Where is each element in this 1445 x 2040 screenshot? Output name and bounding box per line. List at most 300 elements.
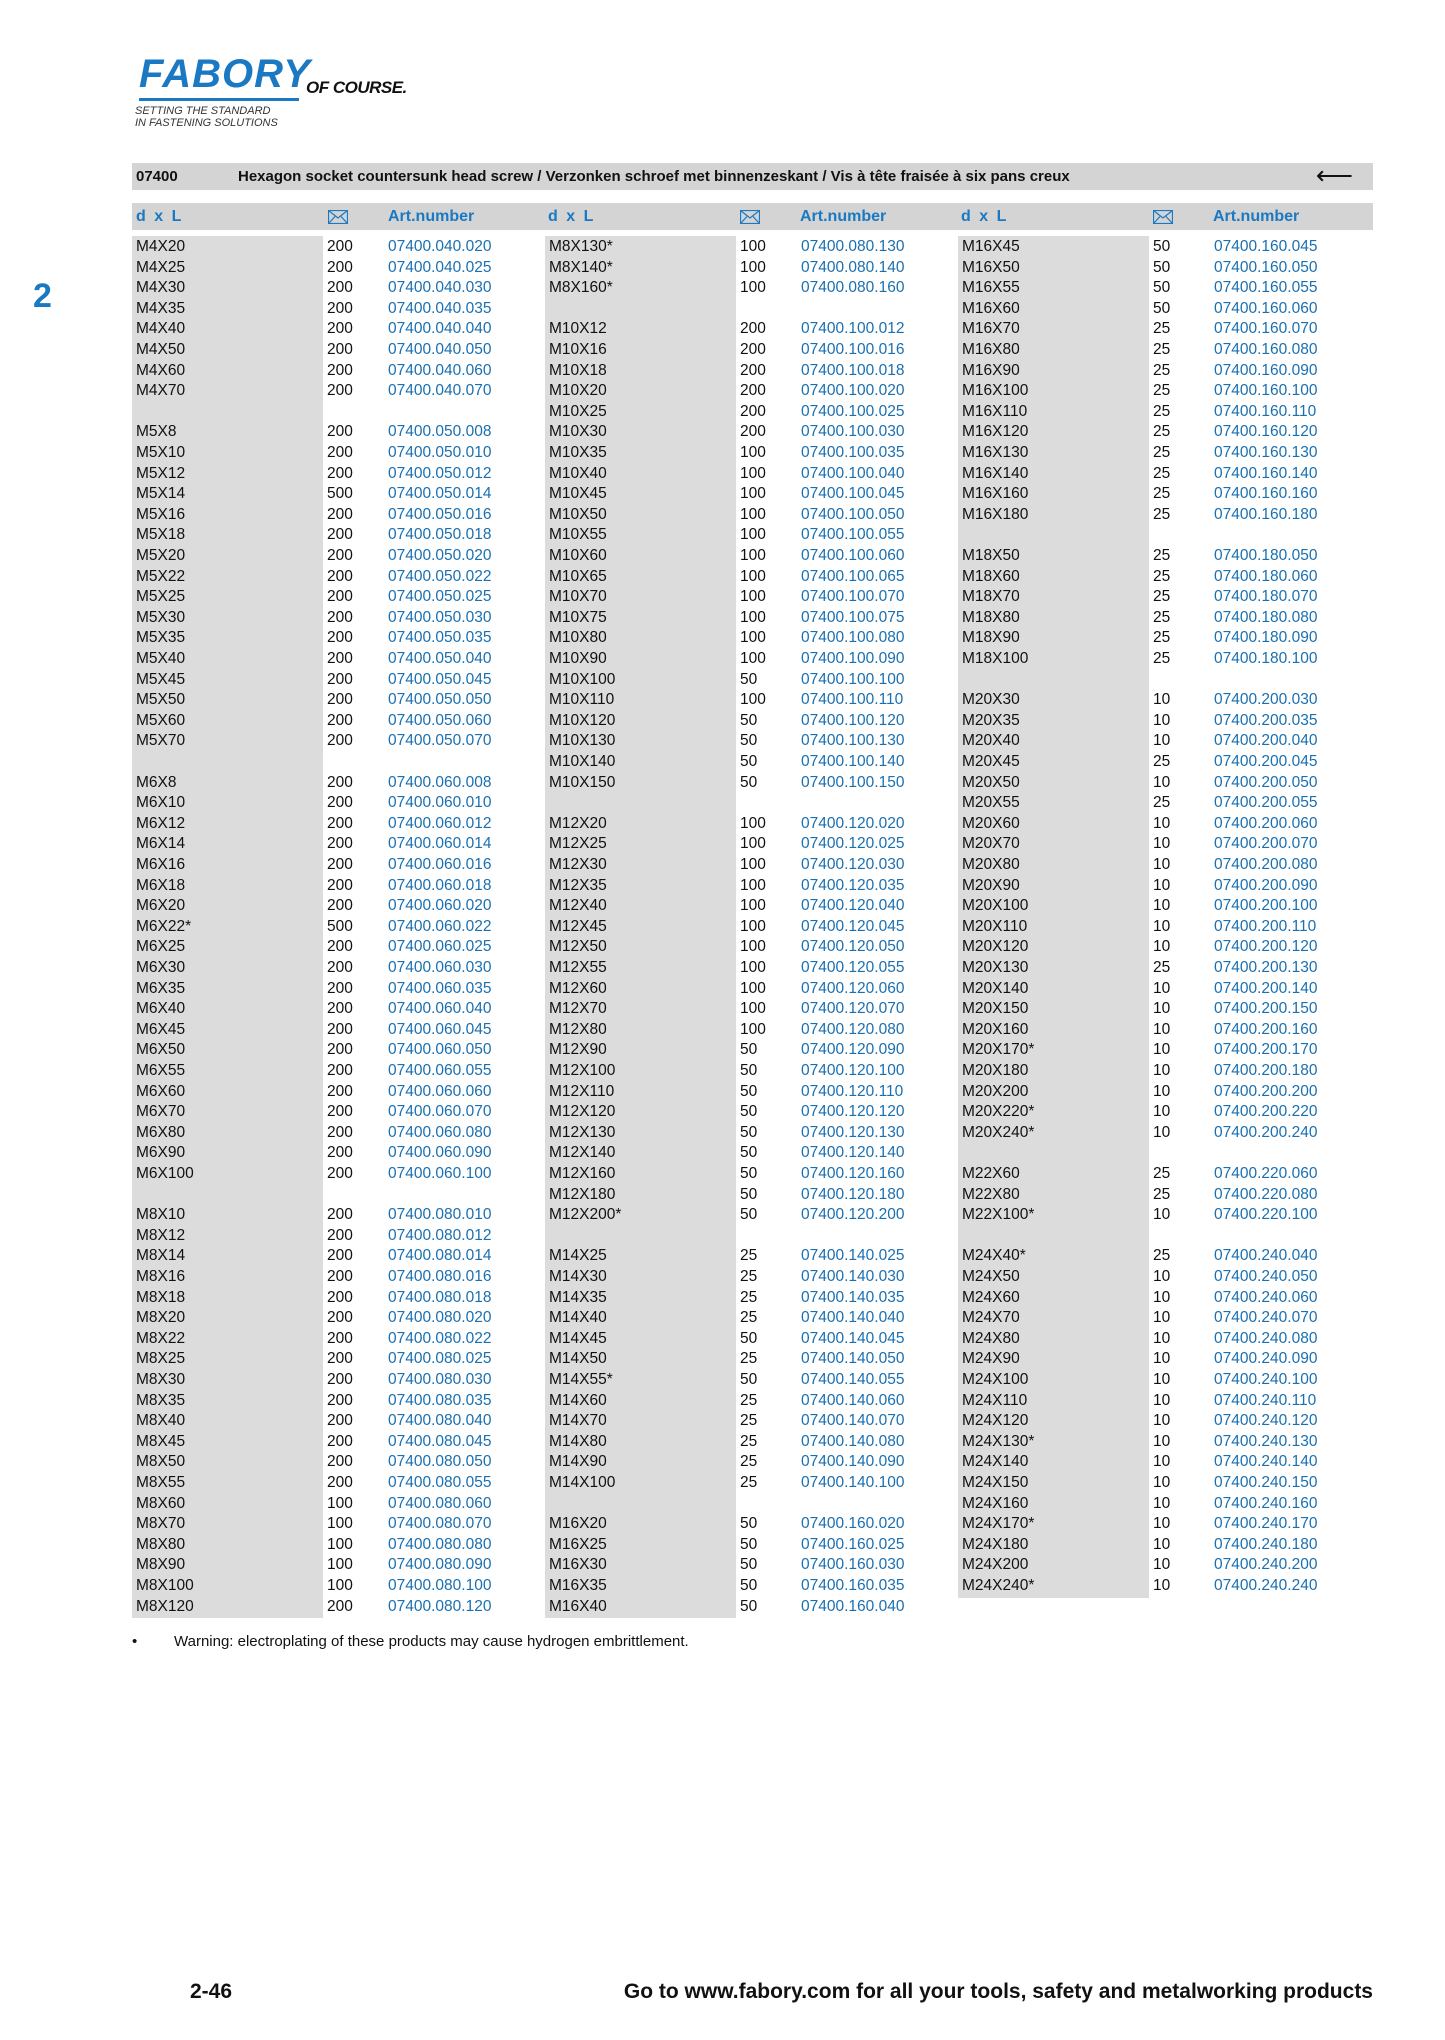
art-number-link[interactable]: 07400.040.035 xyxy=(388,299,492,317)
size-cell: M12X55 xyxy=(549,959,607,976)
art-number-link[interactable]: 07400.120.030 xyxy=(801,856,905,873)
art-number-link[interactable]: 07400.100.100 xyxy=(801,670,905,688)
brand-name: FABORY xyxy=(139,52,311,96)
quantity-cell: 50 xyxy=(740,1329,758,1347)
art-number-link[interactable]: 07400.140.050 xyxy=(801,1350,905,1368)
table-row xyxy=(545,895,955,916)
art-number-link[interactable]: 07400.060.100 xyxy=(388,1165,492,1182)
art-number-link[interactable]: 07400.050.040 xyxy=(388,650,492,667)
size-cell: M4X30 xyxy=(136,279,186,297)
art-number-link[interactable]: 07400.060.022 xyxy=(388,917,492,935)
art-number-link[interactable]: 07400.200.100 xyxy=(1214,897,1318,915)
art-number-link[interactable]: 07400.120.035 xyxy=(801,876,905,894)
table-row xyxy=(545,1204,955,1225)
art-number-link[interactable]: 07400.220.060 xyxy=(1214,1165,1318,1182)
quantity-cell: 200 xyxy=(327,547,353,564)
size-cell: M5X8 xyxy=(136,423,177,441)
size-cell: M6X40 xyxy=(136,1000,186,1018)
quantity-cell: 25 xyxy=(740,1309,758,1327)
art-number-link[interactable]: 07400.050.070 xyxy=(388,732,492,750)
art-number-link[interactable]: 07400.220.100 xyxy=(1214,1206,1318,1224)
art-number-link[interactable]: 07400.140.035 xyxy=(801,1288,905,1306)
table-row xyxy=(545,1039,955,1060)
table-row xyxy=(132,236,542,257)
size-cell: M20X110 xyxy=(962,917,1028,935)
art-number-link[interactable]: 07400.180.080 xyxy=(1214,608,1318,626)
art-number-link[interactable]: 07400.060.090 xyxy=(388,1144,492,1162)
table-row xyxy=(545,524,955,545)
art-number-link[interactable]: 07400.120.025 xyxy=(801,835,905,853)
art-number-link[interactable]: 07400.200.070 xyxy=(1214,835,1318,853)
art-number-link[interactable]: 07400.200.050 xyxy=(1214,773,1318,791)
envelope-icon xyxy=(1153,210,1173,224)
art-number-link[interactable]: 07400.200.220 xyxy=(1214,1103,1318,1121)
art-number-link[interactable]: 07400.200.090 xyxy=(1214,876,1318,894)
art-number-link[interactable]: 07400.080.070 xyxy=(388,1515,492,1533)
art-number-link[interactable]: 07400.200.120 xyxy=(1214,938,1318,956)
art-number-link[interactable]: 07400.200.150 xyxy=(1214,1000,1318,1018)
art-number-link[interactable]: 07400.120.020 xyxy=(801,814,905,832)
art-number-link[interactable]: 07400.060.025 xyxy=(388,938,492,956)
art-number-link[interactable]: 07400.240.060 xyxy=(1214,1288,1318,1306)
art-number-link[interactable]: 07400.120.080 xyxy=(801,1020,905,1038)
size-cell: M16X120 xyxy=(962,423,1029,441)
size-cell: M16X20 xyxy=(549,1515,607,1533)
art-number-link[interactable]: 07400.240.170 xyxy=(1214,1515,1318,1533)
quantity-cell: 100 xyxy=(327,1494,353,1512)
size-cell: M8X22 xyxy=(136,1329,186,1347)
art-number-link[interactable]: 07400.200.045 xyxy=(1214,753,1318,770)
art-number-link[interactable]: 07400.060.012 xyxy=(388,814,492,832)
art-number-link[interactable]: 07400.080.014 xyxy=(388,1247,492,1265)
table-row xyxy=(132,710,542,731)
quantity-cell: 200 xyxy=(327,979,353,997)
art-number-link[interactable]: 07400.040.040 xyxy=(388,320,492,338)
size-cell: M8X45 xyxy=(136,1432,186,1450)
art-number-link[interactable]: 07400.120.120 xyxy=(801,1103,905,1121)
art-number-link[interactable]: 07400.160.180 xyxy=(1214,505,1318,523)
art-number-link[interactable]: 07400.060.055 xyxy=(388,1062,492,1079)
table-row xyxy=(958,957,1368,978)
art-number-link[interactable]: 07400.100.090 xyxy=(801,650,905,667)
quantity-cell: 200 xyxy=(327,567,353,585)
table-row xyxy=(132,339,542,360)
art-number-link[interactable]: 07400.140.060 xyxy=(801,1391,905,1409)
art-number-link[interactable]: 07400.100.030 xyxy=(801,423,905,441)
art-number-link[interactable]: 07400.060.020 xyxy=(388,897,492,915)
art-number-link[interactable]: 07400.240.050 xyxy=(1214,1268,1318,1285)
art-number-link[interactable]: 07400.160.025 xyxy=(801,1535,905,1553)
art-number-link[interactable]: 07400.240.140 xyxy=(1214,1453,1318,1471)
art-number-link[interactable]: 07400.060.080 xyxy=(388,1123,492,1141)
art-number-link[interactable]: 07400.080.020 xyxy=(388,1309,492,1327)
art-number-link[interactable]: 07400.120.180 xyxy=(801,1185,905,1203)
art-number-link[interactable]: 07400.160.140 xyxy=(1214,464,1318,482)
art-number-link[interactable]: 07400.200.030 xyxy=(1214,691,1318,709)
art-number-link[interactable]: 07400.080.025 xyxy=(388,1350,492,1368)
art-number-link[interactable]: 07400.160.120 xyxy=(1214,423,1318,441)
size-cell: M6X8 xyxy=(136,773,177,791)
table-row xyxy=(132,772,542,793)
art-number-link[interactable]: 07400.240.100 xyxy=(1214,1371,1318,1388)
art-number-link[interactable]: 07400.140.090 xyxy=(801,1453,905,1471)
table-row xyxy=(545,1019,955,1040)
quantity-cell: 10 xyxy=(1153,1020,1171,1038)
art-number-link[interactable]: 07400.120.090 xyxy=(801,1041,905,1059)
art-number-link[interactable]: 07400.200.140 xyxy=(1214,979,1318,997)
art-number-link[interactable]: 07400.160.030 xyxy=(801,1556,905,1574)
size-cell: M16X90 xyxy=(962,361,1020,379)
quantity-cell: 200 xyxy=(327,794,353,812)
art-number-link[interactable]: 07400.060.018 xyxy=(388,876,492,894)
art-number-link[interactable]: 07400.080.012 xyxy=(388,1226,492,1244)
table-row xyxy=(545,483,955,504)
size-cell: M20X40 xyxy=(962,732,1020,750)
size-cell: M8X70 xyxy=(136,1515,186,1533)
art-number-link[interactable]: 07400.080.050 xyxy=(388,1453,492,1471)
art-number-link[interactable]: 07400.100.025 xyxy=(801,402,905,420)
art-number-link[interactable]: 07400.080.055 xyxy=(388,1474,492,1491)
quantity-cell: 10 xyxy=(1153,1000,1171,1018)
table-row xyxy=(958,1328,1368,1349)
art-number-link[interactable]: 07400.050.025 xyxy=(388,588,492,606)
art-number-link[interactable]: 07400.100.035 xyxy=(801,444,905,461)
art-number-link[interactable]: 07400.240.150 xyxy=(1214,1474,1318,1491)
art-number-link[interactable]: 07400.200.200 xyxy=(1214,1082,1318,1100)
art-number-link[interactable]: 07400.100.020 xyxy=(801,382,905,400)
table-row xyxy=(132,360,542,381)
art-number-link[interactable]: 07400.060.016 xyxy=(388,856,492,873)
art-number-link[interactable]: 07400.200.035 xyxy=(1214,711,1318,729)
art-number-link[interactable]: 07400.050.010 xyxy=(388,444,492,461)
art-number-link[interactable]: 07400.160.040 xyxy=(801,1597,905,1615)
art-number-link[interactable]: 07400.040.050 xyxy=(388,341,492,358)
art-number-link[interactable]: 07400.180.100 xyxy=(1214,650,1318,667)
art-number-link[interactable]: 07400.100.060 xyxy=(801,547,905,564)
art-number-link[interactable]: 07400.240.200 xyxy=(1214,1556,1318,1574)
art-number-link[interactable]: 07400.100.040 xyxy=(801,464,905,482)
art-number-link[interactable]: 07400.100.075 xyxy=(801,608,905,626)
quantity-cell: 10 xyxy=(1153,1350,1171,1368)
size-cell: M10X12 xyxy=(549,320,607,338)
art-number-link[interactable]: 07400.100.080 xyxy=(801,629,905,647)
table-row xyxy=(958,710,1368,731)
size-cell: M14X70 xyxy=(549,1412,607,1430)
art-number-link[interactable]: 07400.120.040 xyxy=(801,897,905,915)
art-number-link[interactable]: 07400.200.130 xyxy=(1214,959,1318,976)
art-number-link[interactable]: 07400.050.050 xyxy=(388,691,492,709)
art-number-link[interactable]: 07400.100.150 xyxy=(801,773,905,791)
table-row xyxy=(958,545,1368,566)
back-arrow-icon[interactable]: ⟵ xyxy=(1315,160,1353,190)
size-cell: M6X60 xyxy=(136,1082,186,1100)
art-number-link[interactable]: 07400.100.016 xyxy=(801,341,905,358)
table-row xyxy=(545,957,955,978)
table-row xyxy=(958,360,1368,381)
art-number-link[interactable]: 07400.050.035 xyxy=(388,629,492,647)
quantity-cell: 100 xyxy=(740,650,766,667)
art-number-link[interactable]: 07400.050.045 xyxy=(388,670,492,688)
art-number-link[interactable]: 07400.100.045 xyxy=(801,485,905,503)
art-number-link[interactable]: 07400.140.055 xyxy=(801,1371,905,1388)
art-number-link[interactable]: 07400.080.018 xyxy=(388,1288,492,1306)
art-number-link[interactable]: 07400.140.080 xyxy=(801,1432,905,1450)
art-number-link[interactable]: 07400.120.140 xyxy=(801,1144,905,1162)
table-row xyxy=(545,936,955,957)
quantity-cell: 25 xyxy=(1153,1185,1171,1203)
art-number-link[interactable]: 07400.080.160 xyxy=(801,279,905,297)
size-cell: M24X160 xyxy=(962,1494,1029,1512)
art-number-link[interactable]: 07400.050.008 xyxy=(388,423,492,441)
size-cell: M20X170* xyxy=(962,1041,1035,1059)
art-number-link[interactable]: 07400.040.025 xyxy=(388,258,492,276)
art-number-link[interactable]: 07400.040.060 xyxy=(388,361,492,379)
art-number-link[interactable]: 07400.120.055 xyxy=(801,959,905,976)
art-number-link[interactable]: 07400.080.090 xyxy=(388,1556,492,1574)
art-number-link[interactable]: 07400.060.050 xyxy=(388,1041,492,1059)
size-cell: M16X70 xyxy=(962,320,1020,338)
size-cell: M24X110 xyxy=(962,1391,1028,1409)
art-number-link[interactable]: 07400.050.020 xyxy=(388,547,492,564)
table-row xyxy=(132,854,542,875)
quantity-cell: 200 xyxy=(327,1226,353,1244)
quantity-cell: 10 xyxy=(1153,1062,1171,1079)
size-cell: M5X20 xyxy=(136,547,186,564)
art-number-link[interactable]: 07400.060.040 xyxy=(388,1000,492,1018)
art-number-link[interactable]: 07400.060.060 xyxy=(388,1082,492,1100)
quantity-cell: 50 xyxy=(740,1103,758,1121)
art-number-link[interactable]: 07400.040.020 xyxy=(388,238,492,255)
art-number-link[interactable]: 07400.080.016 xyxy=(388,1268,492,1285)
art-number-link[interactable]: 07400.120.110 xyxy=(801,1082,904,1100)
art-number-link[interactable]: 07400.080.080 xyxy=(388,1535,492,1553)
art-number-link[interactable]: 07400.100.018 xyxy=(801,361,905,379)
size-cell: M6X22* xyxy=(136,917,192,935)
table-row xyxy=(958,1534,1368,1555)
table-row xyxy=(132,463,542,484)
quantity-cell: 200 xyxy=(327,1453,353,1471)
art-number-link[interactable]: 07400.180.060 xyxy=(1214,567,1318,585)
table-row xyxy=(958,380,1368,401)
art-number-link[interactable]: 07400.060.008 xyxy=(388,773,492,791)
art-number-link[interactable]: 07400.120.100 xyxy=(801,1062,905,1079)
art-number-link[interactable]: 07400.120.130 xyxy=(801,1123,905,1141)
size-cell: M20X130 xyxy=(962,959,1029,976)
art-number-link[interactable]: 07400.200.055 xyxy=(1214,794,1318,812)
size-cell: M10X65 xyxy=(549,567,607,585)
art-number-link[interactable]: 07400.080.100 xyxy=(388,1577,492,1594)
size-cell: M6X18 xyxy=(136,876,186,894)
art-number-link[interactable]: 07400.080.130 xyxy=(801,238,905,255)
art-number-link[interactable]: 07400.100.110 xyxy=(801,691,904,709)
art-number-link[interactable]: 07400.160.035 xyxy=(801,1577,905,1594)
table-row xyxy=(958,772,1368,793)
quantity-cell: 100 xyxy=(740,979,766,997)
art-number-link[interactable]: 07400.180.090 xyxy=(1214,629,1318,647)
art-number-link[interactable]: 07400.140.070 xyxy=(801,1412,905,1430)
size-cell: M14X45 xyxy=(549,1329,607,1347)
quantity-cell: 200 xyxy=(327,320,353,338)
art-number-link[interactable]: 07400.050.060 xyxy=(388,711,492,729)
art-number-link[interactable]: 07400.160.060 xyxy=(1214,299,1318,317)
size-cell: M10X40 xyxy=(549,464,607,482)
art-number-link[interactable]: 07400.060.014 xyxy=(388,835,492,853)
quantity-cell: 100 xyxy=(740,876,766,894)
art-number-link[interactable]: 07400.100.120 xyxy=(801,711,905,729)
table-row xyxy=(545,751,955,772)
art-number-link[interactable]: 07400.160.100 xyxy=(1214,382,1318,400)
art-number-link[interactable]: 07400.140.045 xyxy=(801,1329,905,1347)
size-cell: M8X40 xyxy=(136,1412,186,1430)
art-number-link[interactable]: 07400.200.180 xyxy=(1214,1062,1318,1079)
table-row xyxy=(545,360,955,381)
size-cell: M10X75 xyxy=(549,608,607,626)
art-number-link[interactable]: 07400.100.130 xyxy=(801,732,905,750)
table-row xyxy=(545,813,955,834)
art-number-link[interactable]: 07400.080.060 xyxy=(388,1494,492,1512)
quantity-cell: 200 xyxy=(327,1123,353,1141)
art-number-link[interactable]: 07400.240.130 xyxy=(1214,1432,1318,1450)
art-number-link[interactable]: 07400.100.055 xyxy=(801,526,905,544)
quantity-cell: 200 xyxy=(327,1041,353,1059)
art-number-link[interactable]: 07400.080.030 xyxy=(388,1371,492,1388)
size-cell: M10X20 xyxy=(549,382,607,400)
quantity-cell: 100 xyxy=(740,1020,766,1038)
art-number-link[interactable]: 07400.240.070 xyxy=(1214,1309,1318,1327)
art-number-link[interactable]: 07400.050.018 xyxy=(388,526,492,544)
art-number-link[interactable]: 07400.140.100 xyxy=(801,1474,905,1491)
table-row xyxy=(958,1266,1368,1287)
size-cell: M5X70 xyxy=(136,732,186,750)
art-number-link[interactable]: 07400.120.050 xyxy=(801,938,905,956)
art-number-link[interactable]: 07400.200.160 xyxy=(1214,1020,1318,1038)
art-number-link[interactable]: 07400.100.140 xyxy=(801,753,905,770)
art-number-link[interactable]: 07400.180.070 xyxy=(1214,588,1318,606)
art-number-link[interactable]: 07400.240.040 xyxy=(1214,1247,1318,1265)
size-cell: M20X90 xyxy=(962,876,1020,894)
quantity-cell: 25 xyxy=(1153,402,1171,420)
header-dxl: d x L xyxy=(961,208,1009,225)
art-number-link[interactable]: 07400.080.120 xyxy=(388,1597,492,1615)
art-number-link[interactable]: 07400.160.045 xyxy=(1214,238,1318,255)
art-number-link[interactable]: 07400.080.045 xyxy=(388,1432,492,1450)
art-number-link[interactable]: 07400.060.070 xyxy=(388,1103,492,1121)
art-number-link[interactable]: 07400.200.060 xyxy=(1214,814,1318,832)
art-number-link[interactable]: 07400.200.240 xyxy=(1214,1123,1318,1141)
art-number-link[interactable]: 07400.200.170 xyxy=(1214,1041,1318,1059)
art-number-link[interactable]: 07400.220.080 xyxy=(1214,1185,1318,1203)
art-number-link[interactable]: 07400.080.010 xyxy=(388,1206,492,1224)
art-number-link[interactable]: 07400.240.160 xyxy=(1214,1494,1318,1512)
art-number-link[interactable]: 07400.050.022 xyxy=(388,567,492,585)
logo-underline xyxy=(139,98,299,101)
art-number-link[interactable]: 07400.080.140 xyxy=(801,258,905,276)
art-number-link[interactable]: 07400.160.110 xyxy=(1214,402,1317,420)
art-number-link[interactable]: 07400.160.080 xyxy=(1214,341,1318,358)
art-number-link[interactable]: 07400.160.160 xyxy=(1214,485,1318,503)
art-number-link[interactable]: 07400.240.090 xyxy=(1214,1350,1318,1368)
size-cell: M8X35 xyxy=(136,1391,186,1409)
art-number-link[interactable]: 07400.240.110 xyxy=(1214,1391,1317,1409)
size-cell: M4X60 xyxy=(136,361,186,379)
table-row xyxy=(958,339,1368,360)
quantity-cell: 25 xyxy=(1153,608,1171,626)
size-cell: M10X30 xyxy=(549,423,607,441)
size-cell: M8X120 xyxy=(136,1597,194,1615)
art-number-link[interactable]: 07400.240.180 xyxy=(1214,1535,1318,1553)
art-number-link[interactable]: 07400.100.065 xyxy=(801,567,905,585)
quantity-cell: 100 xyxy=(327,1515,353,1533)
table-row xyxy=(958,1410,1368,1431)
art-number-link[interactable]: 07400.050.016 xyxy=(388,505,492,523)
art-number-link[interactable]: 07400.060.045 xyxy=(388,1020,492,1038)
art-number-link[interactable]: 07400.080.040 xyxy=(388,1412,492,1430)
art-number-link[interactable]: 07400.100.050 xyxy=(801,505,905,523)
art-number-link[interactable]: 07400.080.022 xyxy=(388,1329,492,1347)
quantity-cell: 25 xyxy=(740,1412,758,1430)
art-number-link[interactable]: 07400.240.080 xyxy=(1214,1329,1318,1347)
art-number-link[interactable]: 07400.060.030 xyxy=(388,959,492,976)
envelope-icon xyxy=(328,210,348,224)
size-cell: M14X80 xyxy=(549,1432,607,1450)
art-number-link[interactable]: 07400.200.110 xyxy=(1214,917,1317,935)
art-number-link[interactable]: 07400.040.070 xyxy=(388,382,492,400)
art-number-link[interactable]: 07400.160.070 xyxy=(1214,320,1318,338)
art-number-link[interactable]: 07400.060.035 xyxy=(388,979,492,997)
art-number-link[interactable]: 07400.060.010 xyxy=(388,794,492,812)
art-number-link[interactable]: 07400.140.030 xyxy=(801,1268,905,1285)
art-number-link[interactable]: 07400.120.200 xyxy=(801,1206,905,1224)
table-row xyxy=(132,689,542,710)
art-number-link[interactable]: 07400.200.080 xyxy=(1214,856,1318,873)
art-number-link[interactable]: 07400.050.014 xyxy=(388,485,492,503)
size-cell: M8X90 xyxy=(136,1556,186,1574)
art-number-link[interactable]: 07400.120.060 xyxy=(801,979,905,997)
art-number-link[interactable]: 07400.160.050 xyxy=(1214,258,1318,276)
size-cell: M12X130 xyxy=(549,1123,616,1141)
art-number-link[interactable]: 07400.160.055 xyxy=(1214,279,1318,297)
art-number-link[interactable]: 07400.140.025 xyxy=(801,1247,905,1265)
table-row xyxy=(958,1287,1368,1308)
art-number-link[interactable]: 07400.100.070 xyxy=(801,588,905,606)
table-row xyxy=(132,545,542,566)
size-cell: M20X150 xyxy=(962,1000,1029,1018)
art-number-link[interactable]: 07400.080.035 xyxy=(388,1391,492,1409)
quantity-cell: 10 xyxy=(1153,1535,1171,1553)
art-number-link[interactable]: 07400.050.030 xyxy=(388,608,492,626)
art-number-link[interactable]: 07400.180.050 xyxy=(1214,547,1318,564)
art-number-link[interactable]: 07400.100.012 xyxy=(801,320,905,338)
table-row xyxy=(132,1575,542,1596)
art-number-link[interactable]: 07400.240.240 xyxy=(1214,1577,1318,1594)
quantity-cell: 25 xyxy=(1153,753,1171,770)
quantity-cell: 25 xyxy=(1153,382,1171,400)
art-number-link[interactable]: 07400.160.020 xyxy=(801,1515,905,1533)
art-number-link[interactable]: 07400.050.012 xyxy=(388,464,492,482)
art-number-link[interactable]: 07400.200.040 xyxy=(1214,732,1318,750)
size-cell: M10X140 xyxy=(549,753,616,770)
art-number-link[interactable]: 07400.120.045 xyxy=(801,917,905,935)
size-cell: M5X40 xyxy=(136,650,186,667)
art-number-link[interactable]: 07400.160.130 xyxy=(1214,444,1318,461)
art-number-link[interactable]: 07400.120.070 xyxy=(801,1000,905,1018)
art-number-link[interactable]: 07400.240.120 xyxy=(1214,1412,1318,1430)
art-number-link[interactable]: 07400.120.160 xyxy=(801,1165,905,1182)
art-number-link[interactable]: 07400.140.040 xyxy=(801,1309,905,1327)
quantity-cell: 10 xyxy=(1153,1288,1171,1306)
art-number-link[interactable]: 07400.040.030 xyxy=(388,279,492,297)
art-number-link[interactable]: 07400.160.090 xyxy=(1214,361,1318,379)
